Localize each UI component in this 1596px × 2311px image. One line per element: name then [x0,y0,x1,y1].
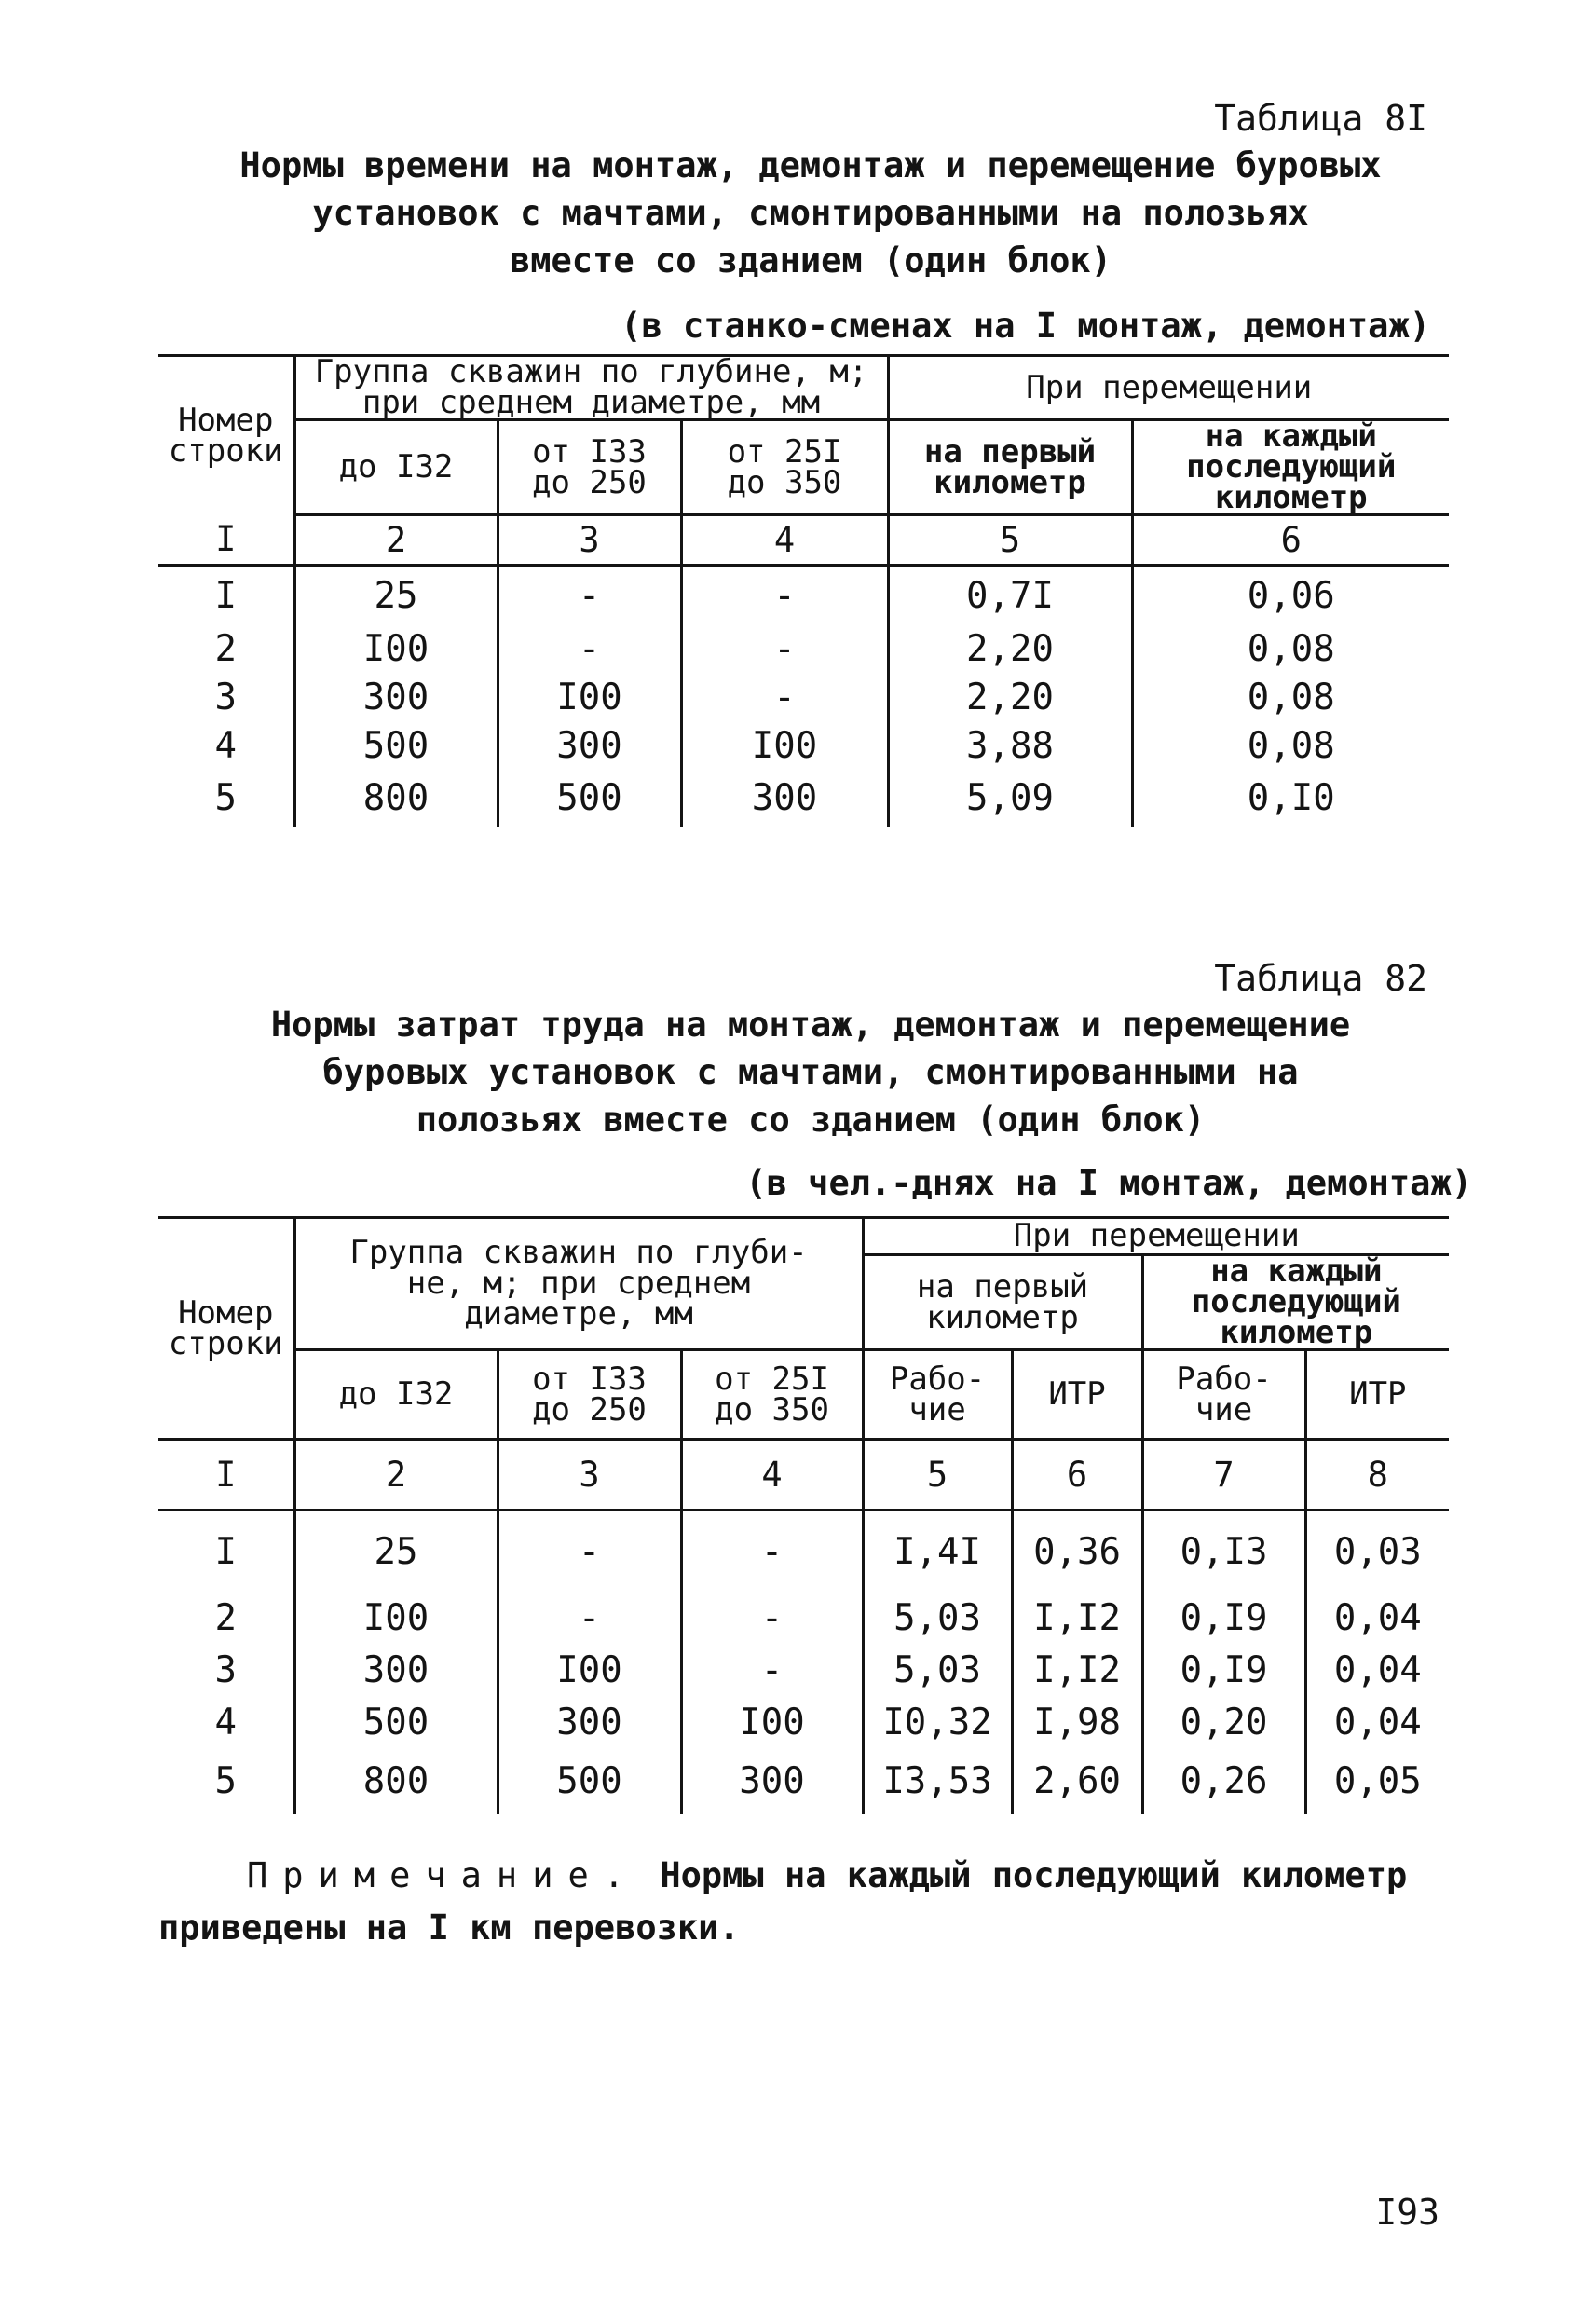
table-row: 4 500 300 I00 I0,32 I,98 0,20 0,04 [158,1697,1449,1749]
table-row: 3 300 I00 - 5,03 I,I2 0,I9 0,04 [158,1645,1449,1697]
col-number: 7 [1142,1440,1305,1511]
diam-upto-132-header: до I32 [294,420,498,515]
col-number: 2 [294,1440,498,1511]
col-number: 4 [681,1440,863,1511]
table82 [158,1216,1449,1814]
table82-title [205,1001,1416,1143]
table81-title-line: вместе со зданием (один блок) [509,240,1112,280]
itr-first-km-header: ИТР [1012,1350,1142,1440]
table82-title-line: полозьях вместе со зданием (один блок) [416,1100,1206,1140]
col-number: 2 [294,515,498,566]
col-number: 5 [863,1440,1012,1511]
col-number: 5 [888,515,1132,566]
workers-each-km-header: Рабо- чие [1142,1350,1305,1440]
first-km-header: на первый километр [863,1255,1142,1350]
table82-title-line: буровых установок с мачтами, смонтированными на [322,1052,1299,1092]
each-next-km-header: на каждый последующий километр [1142,1255,1449,1350]
first-km-header: на первый километр [888,420,1132,515]
each-next-km-header: на каждый последующий километр [1132,420,1449,515]
move-header: При перемещении [888,356,1449,420]
depth-group-header: Группа скважин по глуби- не, м; при среднем диаметре, мм [294,1218,863,1350]
table81-label: Таблица 8I [1214,98,1427,139]
table-row: 5 800 500 300 I3,53 2,60 0,26 0,05 [158,1749,1449,1814]
depth-group-header: Группа скважин по глубине, м; при среднем диаметре, мм [294,356,888,420]
table82-label: Таблица 82 [1214,958,1427,999]
workers-first-km-header: Рабо- чие [863,1350,1012,1440]
diam-251-350-header: от 25I до 350 [681,1350,863,1440]
table81-title-line: установок с мачтами, смонтированными на полозьях [312,193,1309,233]
itr-each-km-header: ИТР [1305,1350,1449,1440]
note-text: Нормы на каждый последующий километр [660,1855,1408,1895]
table81-title [205,142,1416,284]
page-number: I93 [1375,2192,1439,2233]
col-number: I [158,515,294,566]
table-row: 4 500 300 I00 3,88 0,08 [158,722,1449,771]
col-number: 6 [1012,1440,1142,1511]
col-number: 3 [498,1440,681,1511]
table-row: 2 I00 - - 2,20 0,08 [158,625,1449,674]
table81 [158,354,1449,827]
move-header: При перемещении [863,1218,1449,1255]
row-number-header: Номер строки [158,1218,294,1440]
note-text-continued: приведены на I км перевозки. [158,1908,740,1948]
col-number: 3 [498,515,681,566]
footnote [158,1850,1463,1954]
table82-unit: (в чел.-днях на I монтаж, демонтаж) [745,1163,1472,1203]
col-number: 6 [1280,520,1302,560]
table82-title-line: Нормы затрат труда на монтаж, демонтаж и перемещение [270,1005,1351,1045]
diam-133-250-header: от I33 до 250 [498,420,681,515]
col-number: 4 [681,515,888,566]
table-row: 5 800 500 300 5,09 0,I0 [158,771,1449,827]
table-row: I 25 - - 0,7I 0,06 [158,566,1449,625]
diam-133-250-header: от I33 до 250 [498,1350,681,1440]
table81-title-line: Нормы времени на монтаж, демонтаж и перемещение буровых [239,145,1382,185]
table-row: I 25 - - I,4I 0,36 0,I3 0,03 [158,1511,1449,1593]
row-number-header: Номер строки [158,356,294,515]
table81-unit: (в станко-сменах на I монтаж, демонтаж) [621,306,1430,346]
note-lead: Примечание. [247,1855,640,1895]
col-number: 8 [1367,1455,1388,1495]
diam-251-350-header: от 25I до 350 [681,420,888,515]
table-row: 2 I00 - - 5,03 I,I2 0,I9 0,04 [158,1593,1449,1645]
table-row: 3 300 I00 - 2,20 0,08 [158,674,1449,722]
col-number: I [158,1440,294,1511]
diam-upto-132-header: до I32 [294,1350,498,1440]
